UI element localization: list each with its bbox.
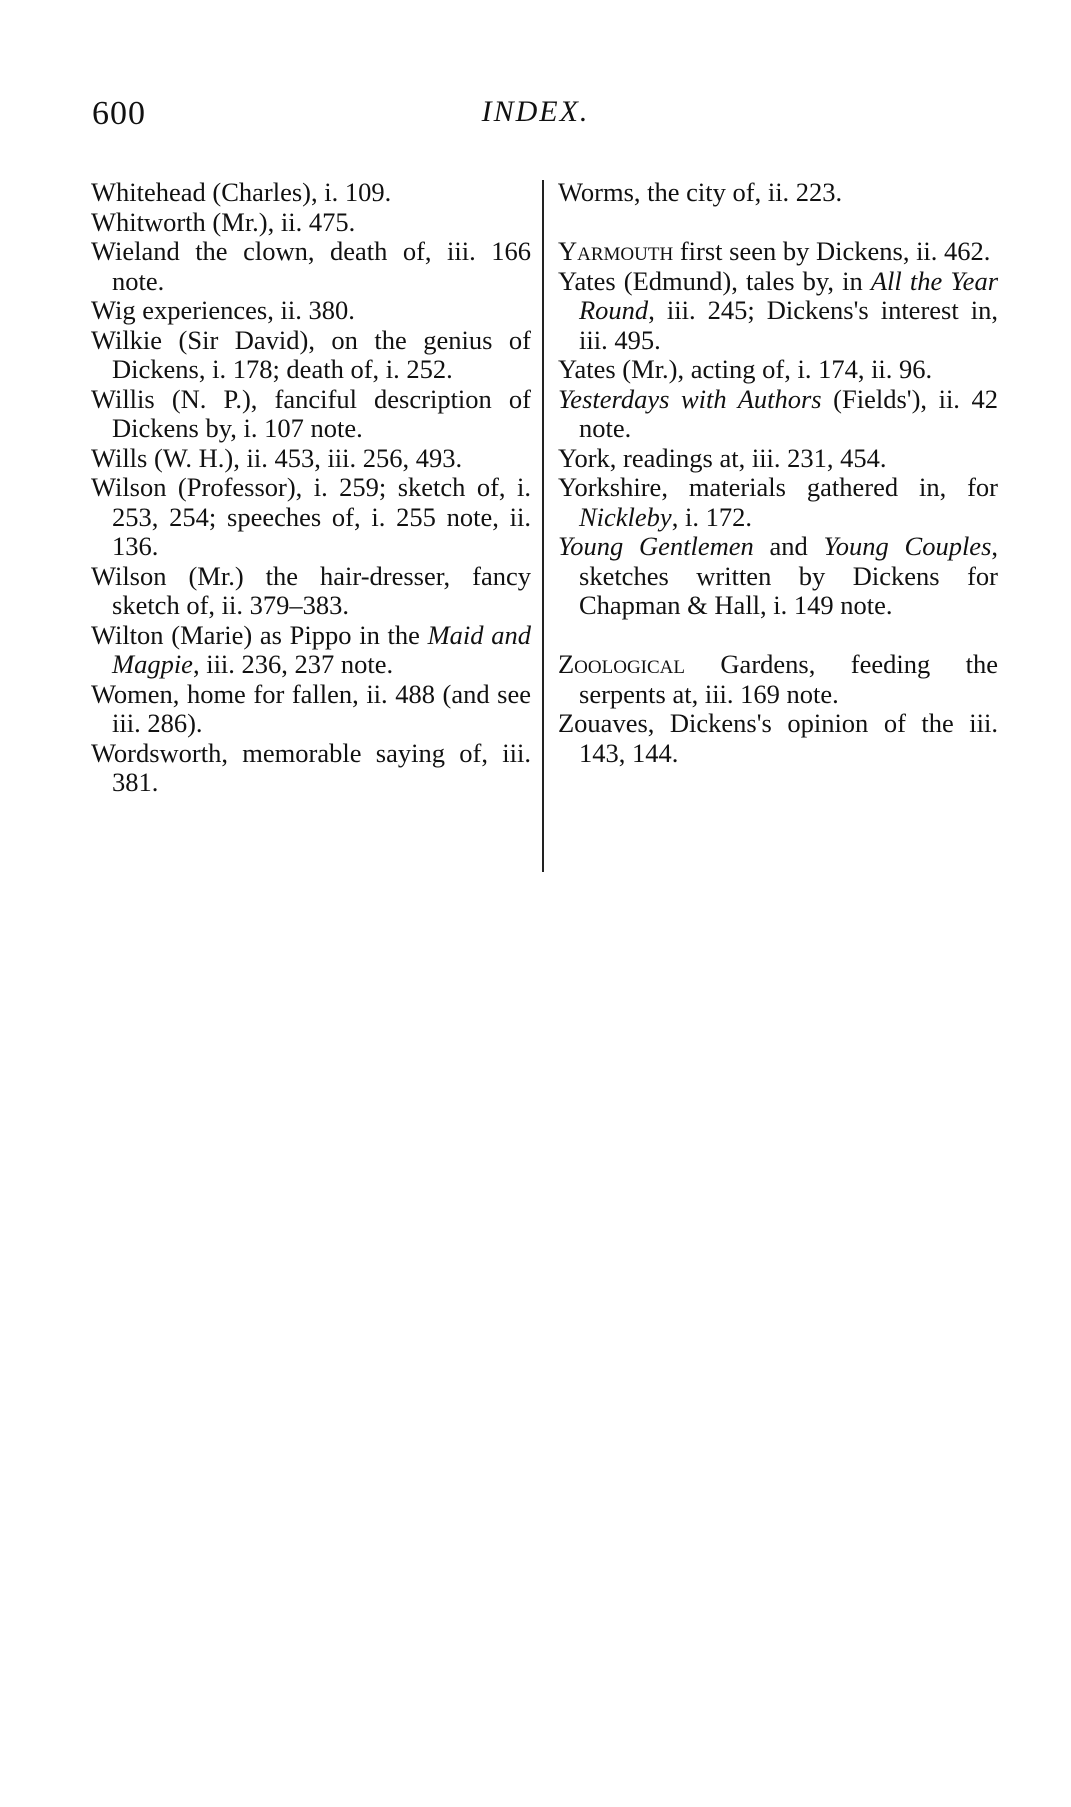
index-entry: Wieland the clown, death of, iii. 166 note.: [91, 236, 531, 296]
index-entry: Yarmouth first seen by Dickens, ii. 462.: [558, 236, 991, 266]
column-divider: [542, 180, 544, 872]
page-number: 600: [92, 95, 146, 132]
index-entry: Young Gentlemen and Young Couples, sketches written by Dickens for Chapman & Hall, i. 149 note.: [558, 531, 999, 620]
section-gap: [558, 621, 998, 651]
index-entry: Zouaves, Dickens's opinion of the iii. 143, 144.: [558, 708, 998, 768]
index-entry: Wilson (Professor), i. 259; sketch of, i. 253, 254; speeches of, i. 255 note, ii. 136.: [91, 472, 531, 561]
index-entry: Wilson (Mr.) the hair-dresser, fancy sketch of, ii. 379–383.: [91, 560, 531, 620]
index-entry: Whitehead (Charles), i. 109.: [91, 177, 392, 207]
index-entry: Yesterdays with Authors (Fields'), ii. 42 note.: [558, 383, 998, 443]
index-entry: Wilton (Marie) as Pippo in the Maid and Magpie, iii. 236, 237 note.: [91, 619, 532, 679]
running-head: INDEX.: [481, 95, 590, 128]
right-column: [558, 178, 998, 768]
index-entry: Women, home for fallen, ii. 488 (and see iii. 286).: [91, 678, 531, 738]
index-entry: Yorkshire, materials gathered in, for Nickleby, i. 172.: [558, 472, 998, 532]
index-entry: Wilkie (Sir David), on the genius of Dickens, i. 178; death of, i. 252.: [91, 324, 531, 384]
index-entry: Worms, the city of, ii. 223.: [558, 177, 843, 207]
index-entry: Willis (N. P.), fanciful description of Dickens by, i. 107 note.: [91, 383, 531, 443]
index-entry: Wig experiences, ii. 380.: [91, 295, 355, 325]
index-entry: Yates (Edmund), tales by, in All the Year Round, iii. 245; Dickens's interest in, iii. 495.: [558, 265, 999, 355]
index-entry: Wordsworth, memorable saying of, iii. 381.: [91, 737, 531, 797]
section-gap: [558, 208, 998, 238]
index-entry: York, readings at, iii. 231, 454.: [558, 442, 887, 473]
left-column: [91, 178, 531, 798]
index-entry: Whitworth (Mr.), ii. 475.: [91, 206, 356, 237]
index-entry: Zoological Gardens, feeding the serpents at, iii. 169 note.: [558, 649, 998, 709]
index-entry: Yates (Mr.), acting of, i. 174, ii. 96.: [558, 354, 933, 384]
index-entry: Wills (W. H.), ii. 453, iii. 256, 493.: [91, 442, 463, 473]
